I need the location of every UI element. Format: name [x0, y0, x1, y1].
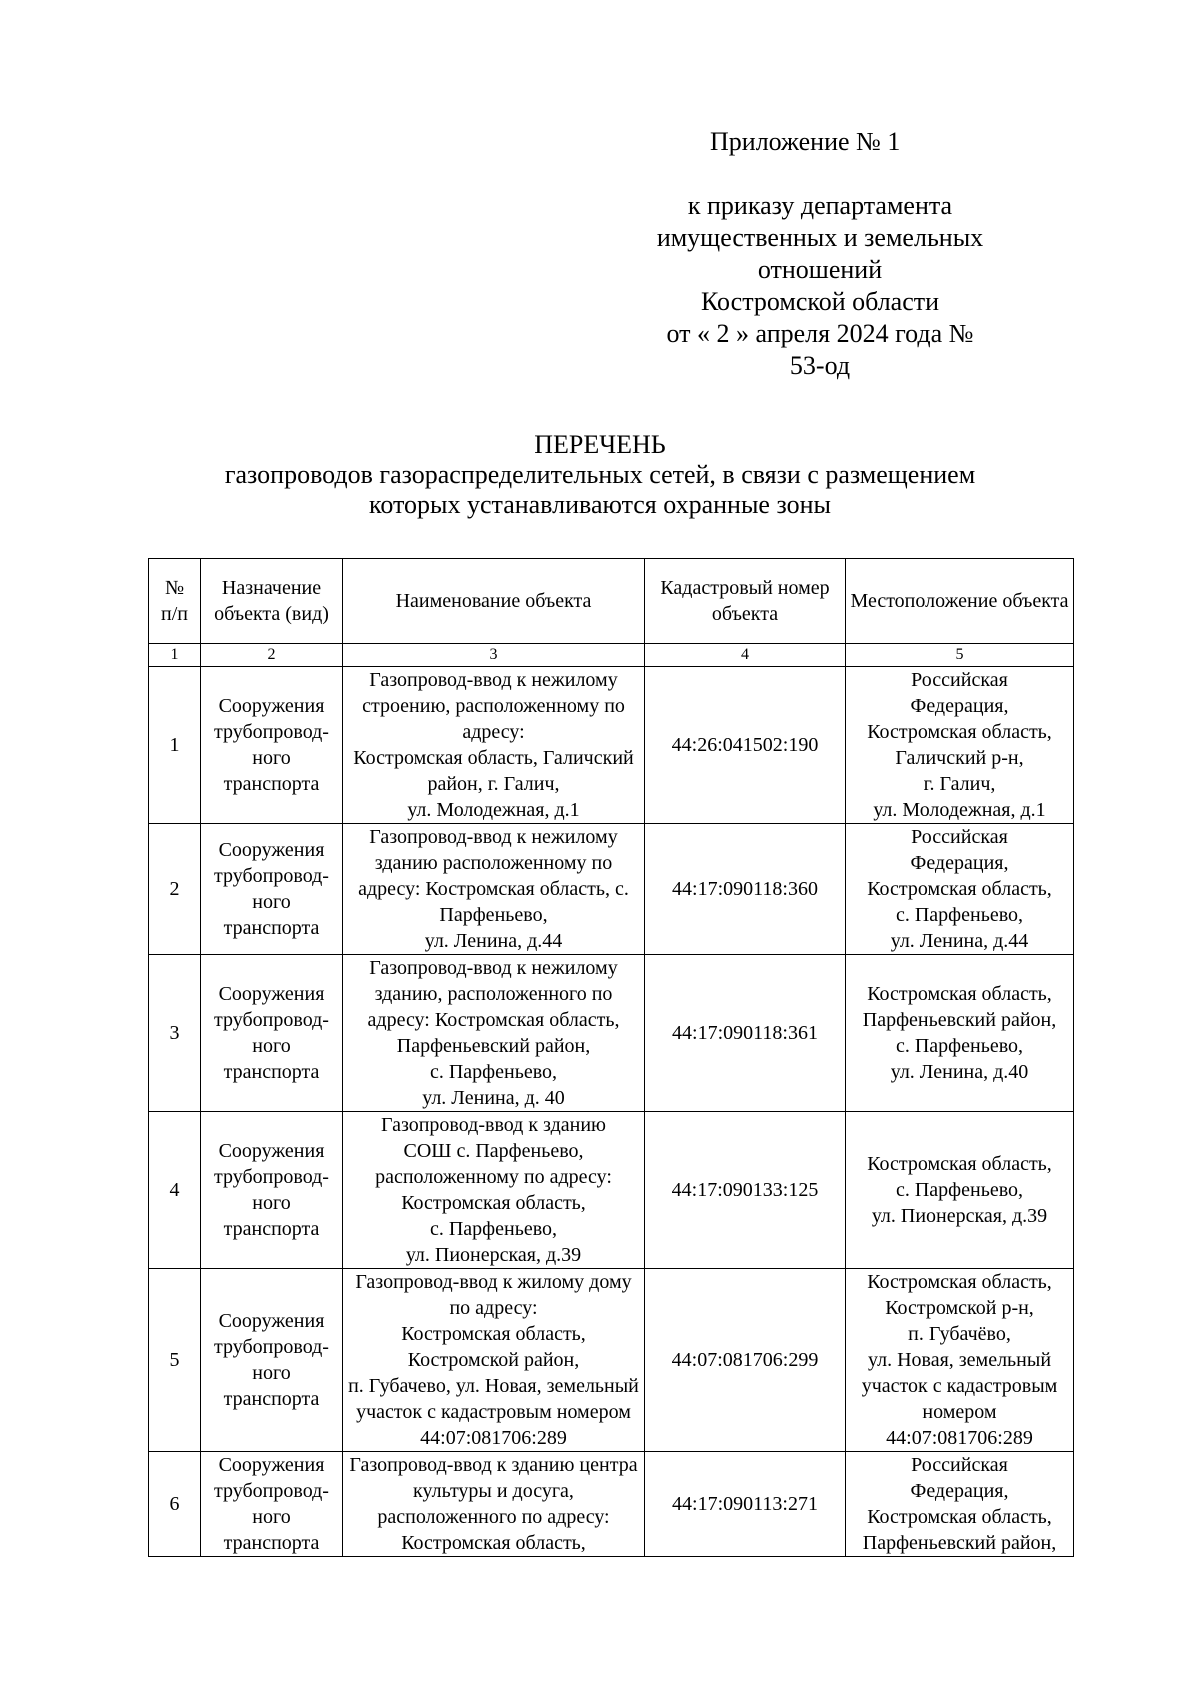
header-type: Назначение объекта (вид) — [201, 559, 343, 644]
object-location: Российская Федерация, Костромская область, с. Парфеньево, ул. Ленина, д.44 — [846, 824, 1074, 955]
table-row — [149, 667, 1074, 824]
header-cadastral: Кадастровый номер объекта — [645, 559, 846, 644]
object-name: Газопровод-ввод к нежилому зданию расположенному по адресу: Костромская область, с. Парфеньево, ул. Ленина, д.44 — [343, 824, 645, 955]
table-row — [149, 1112, 1074, 1269]
row-number: 2 — [149, 824, 201, 955]
appendix-line: к приказу департамента — [687, 191, 953, 220]
document-title — [130, 430, 1070, 520]
title-heading: ПЕРЕЧЕНЬ — [534, 430, 666, 459]
header-name: Наименование объекта — [343, 559, 645, 644]
table-row — [149, 1269, 1074, 1452]
column-number: 5 — [846, 644, 1074, 667]
column-number: 3 — [343, 644, 645, 667]
object-type: Сооружения трубопровод- ного транспорта — [201, 1452, 343, 1557]
table-row — [149, 1452, 1074, 1557]
object-name: Газопровод-ввод к нежилому зданию, расположенного по адресу: Костромская область, Парфеньевский район, с. Парфеньево, ул. Ленина, д. 40 — [343, 955, 645, 1112]
object-location: Костромская область, Парфеньевский район, с. Парфеньево, ул. Ленина, д.40 — [846, 955, 1074, 1112]
row-number: 1 — [149, 667, 201, 824]
row-number: 4 — [149, 1112, 201, 1269]
row-number: 3 — [149, 955, 201, 1112]
object-name: Газопровод-ввод к зданию центра культуры и досуга, расположенного по адресу: Костромская область, — [343, 1452, 645, 1557]
object-name: Газопровод-ввод к жилому дому по адресу: Костромская область, Костромской район, п. Губачево, ул. Новая, земельный участок с кадастровым номером 44:07:081706:289 — [343, 1269, 645, 1452]
object-type: Сооружения трубопровод- ного транспорта — [201, 824, 343, 955]
table-row — [149, 955, 1074, 1112]
object-location: Костромская область, Костромской р-н, п. Губачёво, ул. Новая, земельный участок с кадастровым номером 44:07:081706:289 — [846, 1269, 1074, 1452]
object-location: Костромская область, с. Парфеньево, ул. Пионерская, д.39 — [846, 1112, 1074, 1269]
cadastral-number: 44:17:090133:125 — [645, 1112, 846, 1269]
title-line: газопроводов газораспределительных сетей, в связи с размещением — [224, 460, 976, 489]
row-number: 6 — [149, 1452, 201, 1557]
appendix-block — [650, 126, 990, 382]
gas-pipelines-table — [148, 558, 1074, 1557]
object-type: Сооружения трубопровод- ного транспорта — [201, 1112, 343, 1269]
table-header-row — [149, 559, 1074, 644]
column-number: 1 — [149, 644, 201, 667]
column-number-row — [149, 644, 1074, 667]
object-location: Российская Федерация, Костромская область, Галичский р-н, г. Галич, ул. Молодежная, д.1 — [846, 667, 1074, 824]
header-number: № п/п — [149, 559, 201, 644]
object-name: Газопровод-ввод к нежилому строению, расположенному по адресу: Костромская область, Галичский район, г. Галич, ул. Молодежная, д.1 — [343, 667, 645, 824]
appendix-line: от « 2 » апреля 2024 года № 53-од — [666, 319, 974, 380]
row-number: 5 — [149, 1269, 201, 1452]
appendix-number: Приложение № 1 — [710, 127, 901, 156]
appendix-line: отношений — [757, 255, 883, 284]
cadastral-number: 44:07:081706:299 — [645, 1269, 846, 1452]
column-number: 4 — [645, 644, 846, 667]
object-type: Сооружения трубопровод- ного транспорта — [201, 667, 343, 824]
title-line: которых устанавливаются охранные зоны — [369, 490, 831, 519]
cadastral-number: 44:17:090118:361 — [645, 955, 846, 1112]
column-number: 2 — [201, 644, 343, 667]
appendix-line: имущественных и земельных — [656, 223, 984, 252]
table-row — [149, 824, 1074, 955]
object-type: Сооружения трубопровод- ного транспорта — [201, 955, 343, 1112]
cadastral-number: 44:26:041502:190 — [645, 667, 846, 824]
cadastral-number: 44:17:090113:271 — [645, 1452, 846, 1557]
cadastral-number: 44:17:090118:360 — [645, 824, 846, 955]
appendix-line: Костромской области — [700, 287, 940, 316]
object-type: Сооружения трубопровод- ного транспорта — [201, 1269, 343, 1452]
object-name: Газопровод-ввод к зданию СОШ с. Парфеньево, расположенному по адресу: Костромская область, с. Парфеньево, ул. Пионерская, д.39 — [343, 1112, 645, 1269]
object-location: Российская Федерация, Костромская область, Парфеньевский район, — [846, 1452, 1074, 1557]
header-location: Местоположение объекта — [846, 559, 1074, 644]
